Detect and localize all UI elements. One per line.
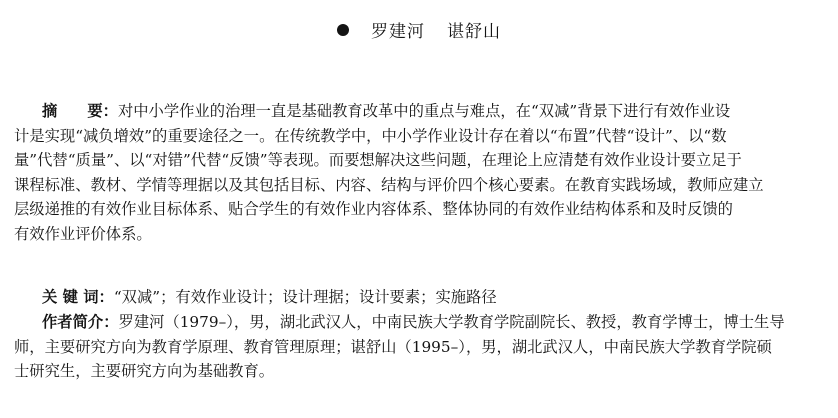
author-bio-section — [14, 310, 824, 384]
author-second: 谌舒山 — [447, 22, 501, 42]
keywords-label: 关 键 词： — [42, 288, 114, 306]
author-line — [0, 21, 838, 43]
abstract-line-3: 量”代替“质量”、以“对错”代替“反馈”等表现。而要想解决这些问题，在理论上应清楚有效作业设计要立足于 — [14, 151, 742, 170]
author-first: 罗建河 — [371, 22, 425, 42]
keywords-text: “双减”；有效作业设计；设计理据；设计要素；实施路径 — [113, 288, 497, 306]
bio-label: 作者简介： — [42, 313, 119, 331]
abstract-line-6: 有效作业评价体系。 — [14, 224, 152, 243]
keywords-line — [14, 285, 824, 310]
bullet-icon — [337, 24, 349, 36]
bio-line-3: 士研究生，主要研究方向为基础教育。 — [14, 362, 275, 381]
abstract-label: 摘 要： — [42, 102, 118, 120]
abstract-section — [14, 99, 824, 247]
abstract-line-1: 摘 要：对中小学作业的治理一直是基础教育改革中的重点与难点，在“双减”背景下进行有效作业设 — [14, 99, 824, 124]
abstract-line-2: 计是实现“减负增效”的重要途径之一。在传统教学中，中小学作业设计存在着以“布置”代替“设计”、以“数 — [14, 126, 727, 145]
bio-line-2: 师，主要研究方向为教育学原理、教育管理原理；谌舒山（1995–），男，湖北武汉人，中南民族大学教育学院硕 — [14, 337, 772, 356]
bio-line-1: 作者简介：罗建河（1979–），男，湖北武汉人，中南民族大学教育学院副院长、教授，教育学博士，博士生导 — [14, 310, 824, 335]
abstract-line-4: 课程标准、教材、学情等理据以及其包括目标、内容、结构与评价四个核心要素。在教育实践场域，教师应建立 — [14, 175, 764, 194]
abstract-line-5: 层级递推的有效作业目标体系、贴合学生的有效作业内容体系、整体协同的有效作业结构体系和及时反馈的 — [14, 200, 733, 219]
keywords-section — [14, 285, 824, 310]
